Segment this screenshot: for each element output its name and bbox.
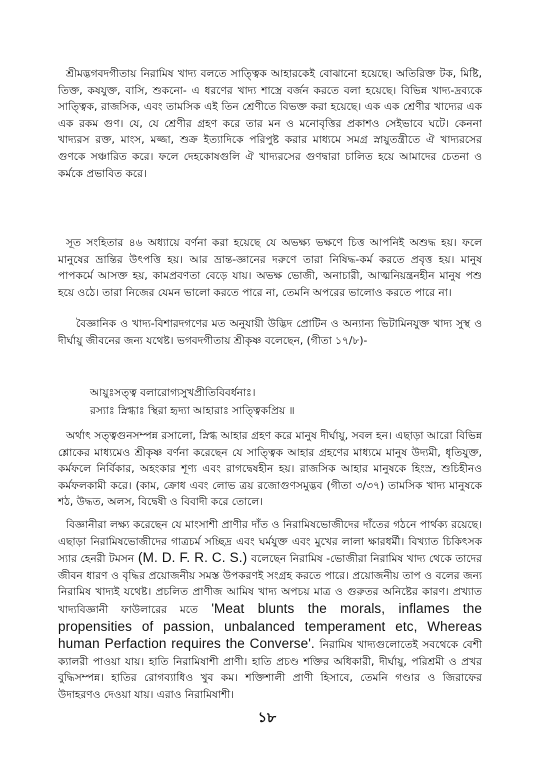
page-number: ১৮ (257, 710, 277, 726)
paragraph-scientists: বৈজ্ঞানিক ও খাদ্য-বিশারদগণের মত অনুযায়ী উদ্ভিদ প্রোটিন ও অন্যান্য ভিটামিনযুক্ত খাদ্য সুস্থ ও দীর্ঘায়ু জীবনের জন্য যথেষ্ট। ভগবদগীতায় শ্রীকৃষ্ণ বলেছেন, (গীতা ১৭/৮)- (58, 318, 482, 347)
paragraph-suta-samhita: সূত সংহিতার ৪৬ অধ্যায়ে বর্ণনা করা হয়েছে যে অভক্ষ্য ভক্ষণে চিত্ত আপনিই অশুদ্ধ হয়। ফলে মানুষের ভ্রান্তির উৎপত্তি হয়। আর ভ্রান্ত-জ্ঞানের দরুণে তারা নিষিদ্ধ-কর্ম করতে প্রবৃত্ত হয়। মানুষ পাপকর্মে আসক্ত হয়, কামপ্রবণতা বেড়ে যায়। অভক্ষ ভোজী, অনাচারী, আত্মনিয়ন্ত্রনহীন মানুষ পশু হয়ে ওঠে। তারা নিজের যেমন ভালো করতে পারে না, তেমনি অপরের ভালোও করতে পারে না। (58, 237, 482, 299)
paragraph-gita-satvik: শ্রীমদ্ভগবদগীতায় নিরামিষ খাদ্য বলতে সাত্ত্বিক আহারকেই বোঝানো হয়েছে। অতিরিক্ত টক, মিষ্টি, তিক্ত, কষযুক্ত, বাসি, শুকনো- এ ধরণের খাদ্য শাস্ত্রে বর্জন করতে বলা হয়েছে। বিভিন্ন খাদ্য-দ্রব্যকে সাত্ত্বিক, রাজসিক, এবং তামসিক এই তিন শ্রেণীতে বিভক্ত করা হয়েছে। এক এক শ্রেণীর খাদ্যের এক এক রকম গুণ। যে, যে শ্রেণীর গ্রহণ করে তার মন ও মনোবৃত্তির প্রকাশও সেইভাবে ঘটে। কেননা খাদ্যরস রক্ত, মাংস, মজ্জা, শুক্র ইত্যাদিকে পরিপুষ্ট করার মাধ্যমে সমগ্র স্নায়ুতন্ত্রীতে ঐ খাদ্যরসের গুণকে সঞ্চারিত করে। ফলে দেহকোষগুলি ঐ খাদ্যরসের গুণদ্বারা চালিত হয়ে আমাদের চেতনা ও কর্মকে প্রভাবিত করে। (58, 68, 482, 180)
text-segment: নিরামিষ খাদ্যগুলোতেই সবথেকে বেশী ক্যালরী পাওয়া যায়। হাতি নিরামিষাশী প্রাণী। হাতি প্রচণ্ড শক্তির অধিকারী, দীর্ঘায়ু, পরিশ্রমী ও প্রখর বুদ্ধিসম্পন্ন। হাতির রোগব্যাধিও খুব কম। শক্তিশালী প্রাণী হিসাবে, তেমনি গণ্ডার ও জিরাফের উদাহরণও দেওয়া যায়। এরাও নিরামিষাশী। (58, 639, 482, 701)
paragraph-teeth-comparison (58, 517, 482, 704)
verse-line-1: আয়ুঃসত্ত্ব বলারোগ্যসুখপ্রীতিবিবর্ধনাঃ। (90, 387, 256, 399)
english-quote: 'Meat blunts the morals, inflames the propensities of passion, unbalanced temperament etc, Whereas human Perfaction requires the Converse'. (58, 600, 482, 652)
text-segment: বলেছেন নিরামিষ -ভোজীরা নিরামিষ খাদ্য থেকে তাদের জীবন ধারণ ও বৃদ্ধির প্রয়োজনীয় সমস্ত উপকরণই সংগ্রহ করতে পারে। প্রয়োজনীয় তাপ ও বলের জন্য নিরামিষ খাদ্যই যথেষ্ট। প্রচলিত প্রাণীজ আমিষ খাদ্য অপচয় মাত্র ও গুরুতর অনিষ্টের কারণ। প্রখ্যাত খাদ্যবিজ্ঞানী ফাউলারের মতে (58, 553, 482, 616)
text-segment: বিজ্ঞানীরা লক্ষ্য করেছেন যে মাংসাশী প্রাণীর দাঁত ও নিরামিষভোজীদের দাঁতের গঠনে পার্থক্য রয়েছে। এছাড়া নিরামিষভোজীদের গাত্রচর্ম সচ্ছিদ্র এবং ঘর্মযুক্ত এবং মুখের লালা ক্ষারধর্মী। বিখ্যাত চিকিৎসক স্যার হেনরী টমসন (58, 519, 482, 566)
paragraph-verse-meaning: অর্থাৎ সত্ত্বগুনসম্পন্ন রসালো, স্নিগ্ধ আহার গ্রহণ করে মানুষ দীর্ঘায়ু, সবল হন। এছাড়া আরো বিভিন্ন শ্লোকের মাধ্যমেও শ্রীকৃষ্ণ বর্ণনা করেছেন যে সাত্ত্বিক আহার গ্রহণের মাধ্যমে মানুষ উদ্যমী, ধৃতিযুক্ত, কর্মফলে নির্বিকার, অহংকার শূণ্য এবং রাগদ্বেষহীন হয়। রাজসিক আহার মানুষকে হিংস্র, শুচিহীনও কর্মফলকামী করে। (কাম, ক্রোধ এবং লোভ ত্রয় রজোগুণসমুদ্ভব (গীতা ৩/৩৭) তামসিক খাদ্য মানুষকে শঠ, উদ্ধত, অলস, বিদ্বেষী ও বিবাদী করে তোলে। (58, 430, 482, 509)
verse-line-2: রস্যাঃ স্নিগ্ধাঃ স্থিরা হৃদ্যা আহারাঃ সাত্ত্বিকপ্রিয় ॥ (90, 405, 295, 417)
degree-abbreviation: (M. D. F. R. C. S.) (134, 550, 252, 566)
